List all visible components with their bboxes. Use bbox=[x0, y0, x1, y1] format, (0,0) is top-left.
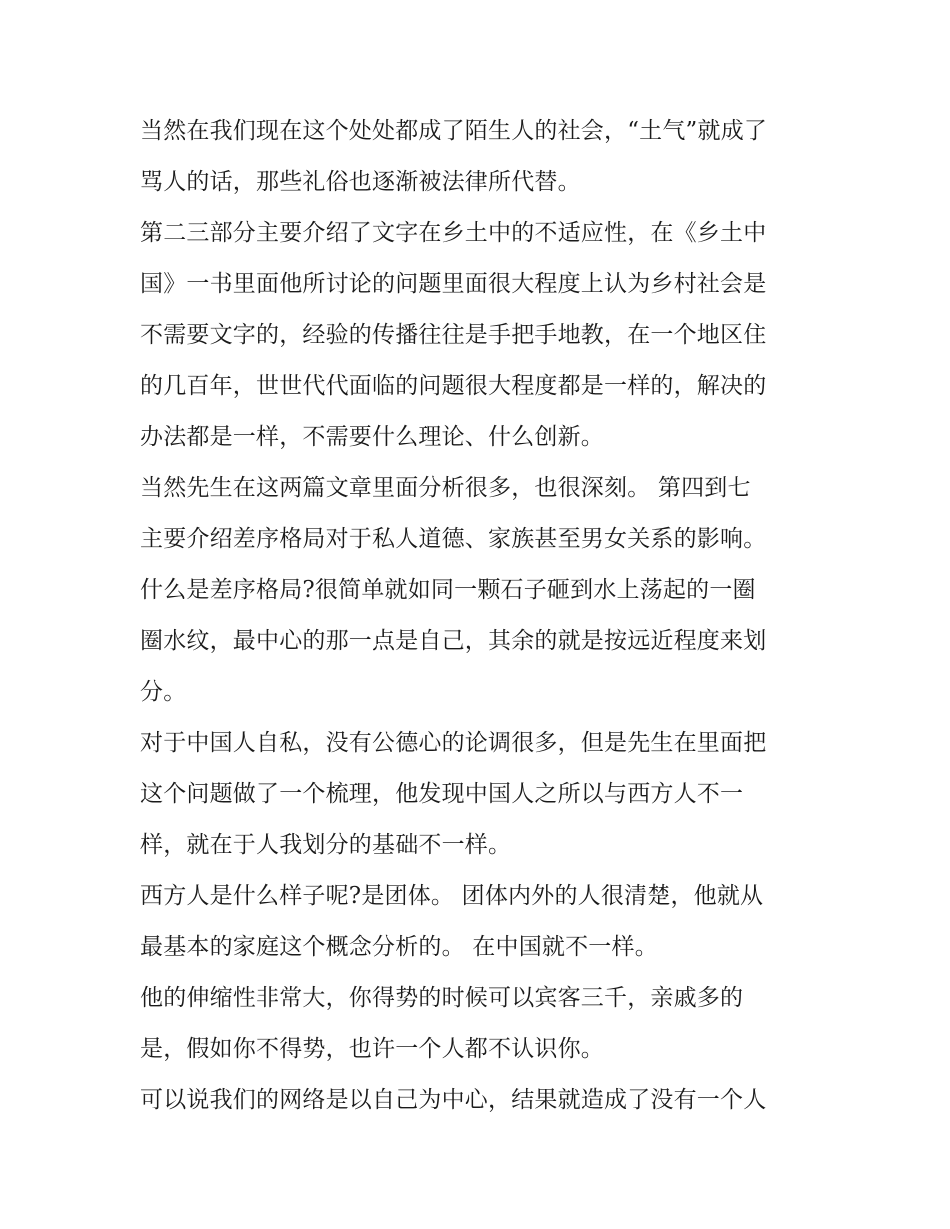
text-line: 最基本的家庭这个概念分析的。 在中国就不一样。 bbox=[140, 934, 658, 960]
text-line: 当然先生在这两篇文章里面分析很多，也很深刻。 第四到七 bbox=[140, 475, 751, 501]
text-line: 国》一书里面他所讨论的问题里面很大程度上认为乡村社会是 bbox=[140, 271, 767, 297]
text-line: 办法都是一样，不需要什么理论、什么创新。 bbox=[140, 424, 604, 450]
text-line: 什么是差序格局?很简单就如同一颗石子砸到水上荡起的一圈 bbox=[140, 577, 756, 603]
document-body bbox=[140, 106, 820, 1126]
text-line: 骂人的话，那些礼俗也逐渐被法律所代替。 bbox=[140, 169, 581, 195]
text-line: 第二三部分主要介绍了文字在乡土中的不适应性，在《乡土中 bbox=[140, 220, 767, 246]
text-line: 这个问题做了一个梳理，他发现中国人之所以与西方人不一 bbox=[140, 781, 744, 807]
text-line: 他的伸缩性非常大，你得势的时候可以宾客三千，亲戚多的 bbox=[140, 985, 744, 1011]
text-line: 主要介绍差序格局对于私人道德、家族甚至男女关系的影响。 bbox=[140, 526, 767, 552]
text-line: 当然在我们现在这个处处都成了陌生人的社会，“土气”就成了 bbox=[140, 118, 768, 144]
text-line: 的几百年，世世代代面临的问题很大程度都是一样的，解决的 bbox=[140, 373, 767, 399]
text-line: 可以说我们的网络是以自己为中心，结果就造成了没有一个人 bbox=[140, 1087, 767, 1113]
text-line: 样，就在于人我划分的基础不一样。 bbox=[140, 832, 512, 858]
text-line: 圈水纹，最中心的那一点是自己，其余的就是按远近程度来划 bbox=[140, 628, 767, 654]
text-line: 对于中国人自私，没有公德心的论调很多，但是先生在里面把 bbox=[140, 730, 767, 756]
text-line: 不需要文字的，经验的传播往往是手把手地教，在一个地区住 bbox=[140, 322, 767, 348]
text-line: 是，假如你不得势，也许一个人都不认识你。 bbox=[140, 1036, 604, 1062]
text-line: 西方人是什么样子呢?是团体。 团体内外的人很清楚，他就从 bbox=[140, 883, 764, 909]
text-line: 分。 bbox=[140, 679, 187, 705]
